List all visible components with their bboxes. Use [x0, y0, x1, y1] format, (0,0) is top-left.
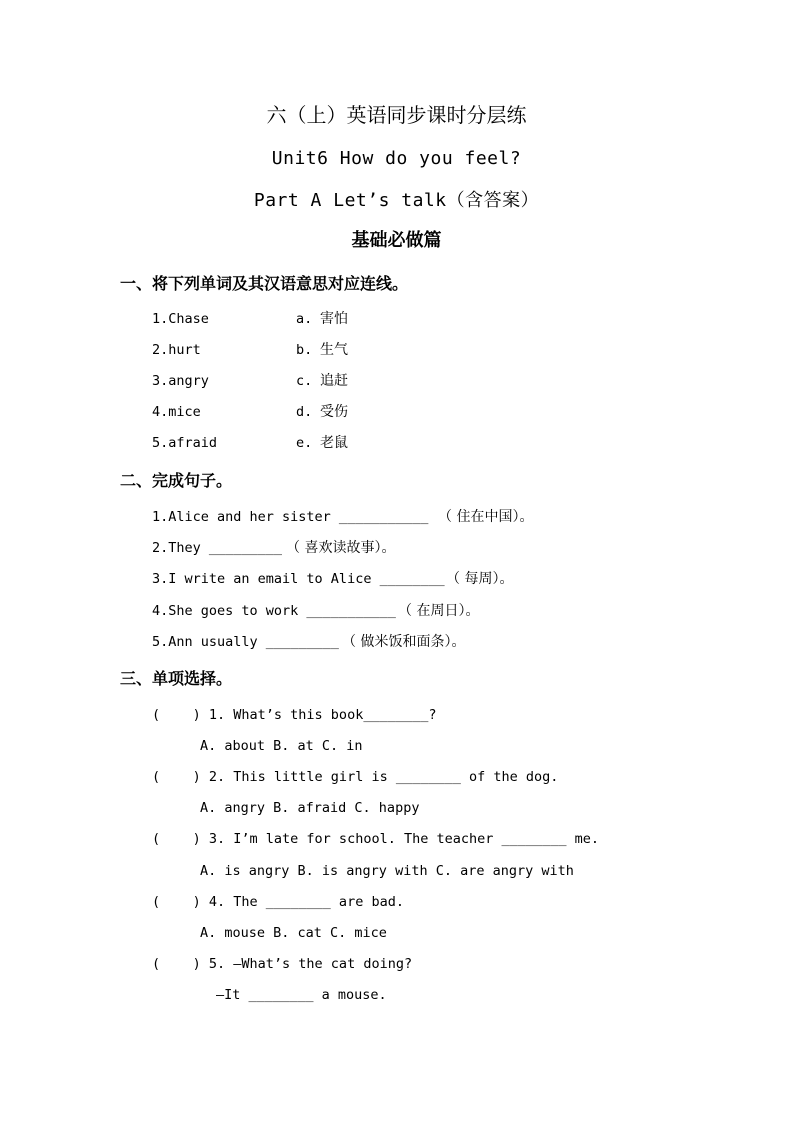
sentence-text: 2.They _________: [152, 540, 283, 556]
question-options: —It ________ a mouse.: [216, 987, 387, 1003]
sentence-hint: （ 喜欢读故事）。: [286, 540, 396, 556]
part-title: Part A Let’s talk（含答案）: [253, 190, 540, 211]
match-word: 5.afraid: [152, 435, 218, 451]
section3-heading: 三、单项选择。: [120, 669, 233, 688]
question-stem: ( ) 1. What’s this book________?: [152, 707, 437, 723]
match-meaning: 追赶: [320, 373, 348, 389]
question-stem: ( ) 5. —What’s the cat doing?: [152, 956, 413, 972]
match-word: 4.mice: [152, 404, 201, 420]
sentence-hint: （ 做米饭和面条）。: [342, 634, 466, 650]
question-options: A. mouse B. cat C. mice: [200, 925, 387, 941]
question-stem: ( ) 3. I’m late for school. The teacher ________ me.: [152, 831, 600, 847]
sentence-text: 5.Ann usually _________: [152, 634, 339, 650]
sentence-hint: （ 每周）。: [446, 571, 514, 587]
question-options: A. is angry B. is angry with C. are angry with: [200, 863, 574, 879]
question-options: A. about B. at C. in: [200, 738, 363, 754]
match-meaning: 害怕: [320, 311, 348, 327]
sentence-hint: （ 在周日）。: [398, 603, 480, 619]
match-word: 3.angry: [152, 373, 209, 389]
section1-heading: 一、将下列单词及其汉语意思对应连线。: [120, 274, 409, 293]
question-stem: ( ) 2. This little girl is ________ of the dog.: [152, 769, 559, 785]
sentence-text: 4.She goes to work ___________: [152, 603, 396, 619]
match-meaning: 受伤: [320, 404, 348, 420]
match-word: 2.hurt: [152, 342, 201, 358]
sentence-hint: （ 住在中国）。: [438, 509, 534, 525]
worksheet-title: 六（上）英语同步课时分层练: [266, 103, 527, 127]
match-letter: d.: [296, 404, 313, 420]
match-letter: a.: [296, 311, 313, 327]
match-letter: c.: [296, 373, 313, 389]
match-meaning: 生气: [320, 342, 348, 358]
level-title: 基础必做篇: [351, 230, 442, 251]
sentence-text: 1.Alice and her sister ___________: [152, 509, 429, 525]
question-options: A. angry B. afraid C. happy: [200, 800, 420, 816]
unit-title: Unit6 How do you feel?: [271, 148, 522, 169]
match-word: 1.Chase: [152, 311, 209, 327]
match-letter: e.: [296, 435, 313, 451]
section2-heading: 二、完成句子。: [120, 471, 233, 490]
sentence-text: 3.I write an email to Alice ________: [152, 571, 445, 587]
match-meaning: 老鼠: [320, 435, 348, 451]
question-stem: ( ) 4. The ________ are bad.: [152, 894, 404, 910]
match-letter: b.: [296, 342, 313, 358]
